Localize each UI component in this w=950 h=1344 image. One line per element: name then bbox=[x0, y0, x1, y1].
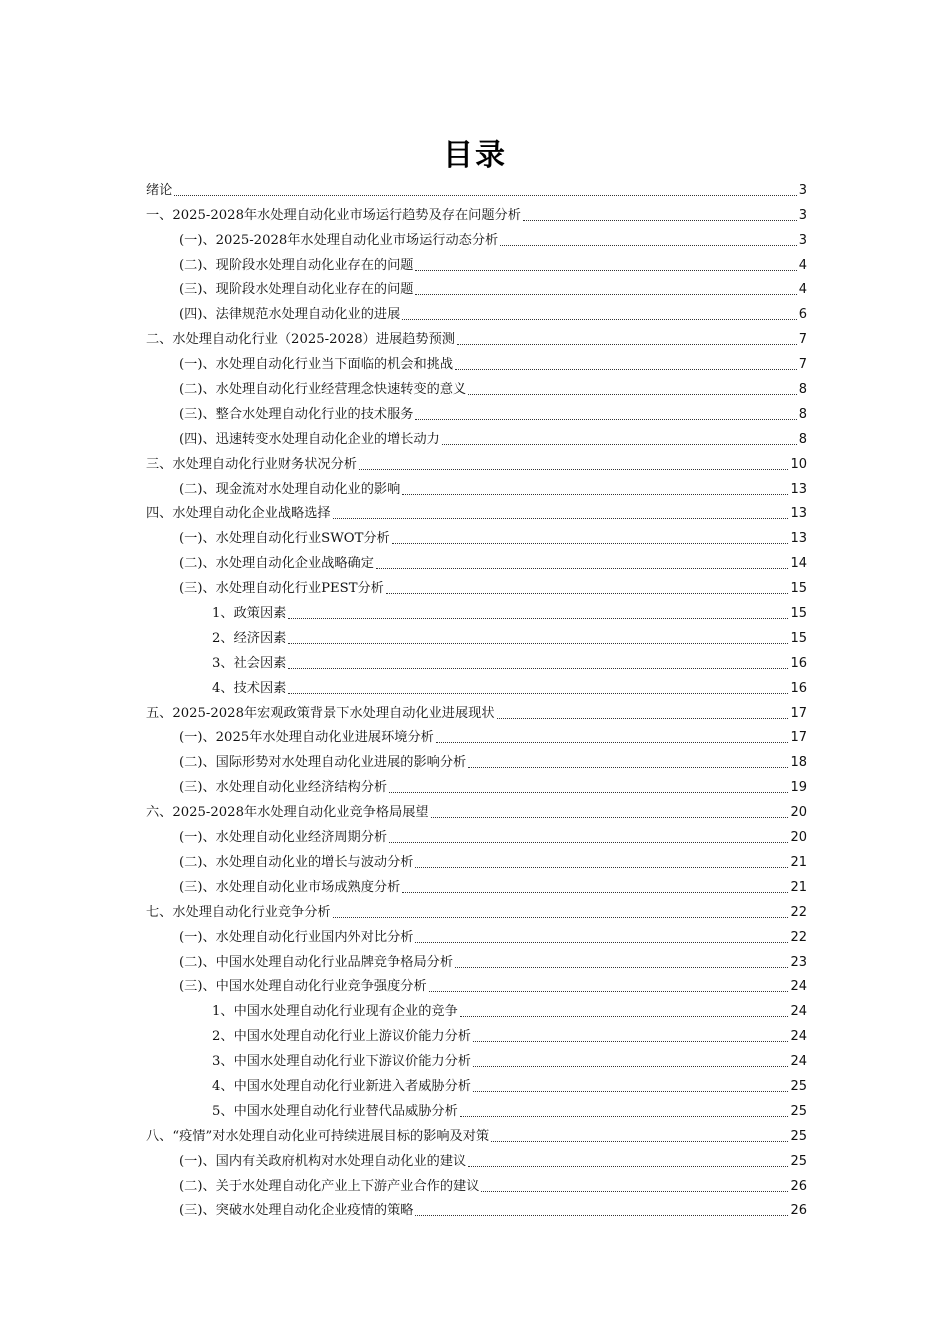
toc-entry[interactable] bbox=[146, 274, 807, 299]
toc-page-number: 8 bbox=[798, 431, 807, 447]
toc-page-number: 3 bbox=[798, 207, 807, 223]
toc-leader-dots bbox=[376, 567, 789, 569]
toc-page-number: 17 bbox=[790, 705, 807, 721]
toc-entry[interactable] bbox=[146, 1070, 807, 1095]
toc-entry[interactable] bbox=[146, 398, 807, 423]
toc-entry[interactable] bbox=[146, 1020, 807, 1045]
toc-leader-dots bbox=[288, 667, 788, 669]
toc-entry[interactable] bbox=[146, 771, 807, 796]
toc-entry-text: (二)、现金流对水处理自动化业的影响 bbox=[179, 481, 401, 497]
toc-entry[interactable] bbox=[146, 498, 807, 523]
toc-page-number: 22 bbox=[790, 904, 807, 920]
toc-entry[interactable] bbox=[146, 323, 807, 348]
toc-page-number: 22 bbox=[790, 929, 807, 945]
toc-entry-text: (三)、水处理自动化业经济结构分析 bbox=[179, 780, 388, 796]
toc-page-number: 4 bbox=[798, 257, 807, 273]
toc-leader-dots bbox=[333, 916, 789, 918]
toc-entry[interactable] bbox=[146, 896, 807, 921]
toc-page-number: 7 bbox=[798, 357, 807, 373]
toc-entry-text: (二)、关于水处理自动化产业上下游产业合作的建议 bbox=[179, 1178, 480, 1194]
toc-leader-dots bbox=[429, 990, 789, 992]
toc-entry-text: 4、中国水处理自动化行业新进入者威胁分析 bbox=[212, 1078, 471, 1094]
toc-entry[interactable] bbox=[146, 672, 807, 697]
toc-entry[interactable] bbox=[146, 622, 807, 647]
toc-leader-dots bbox=[288, 642, 788, 644]
toc-page-number: 23 bbox=[790, 954, 807, 970]
toc-entry-text: (二)、水处理自动化业的增长与波动分析 bbox=[179, 854, 414, 870]
toc-leader-dots bbox=[333, 517, 789, 519]
toc-entry-text: (三)、水处理自动化业市场成熟度分析 bbox=[179, 879, 401, 895]
toc-entry[interactable] bbox=[146, 348, 807, 373]
toc-entry[interactable] bbox=[146, 971, 807, 996]
toc-leader-dots bbox=[523, 219, 797, 221]
toc-entry-text: 一、2025-2028年水处理自动化业市场运行趋势及存在问题分析 bbox=[146, 207, 521, 223]
toc-leader-dots bbox=[473, 1065, 789, 1067]
toc-leader-dots bbox=[389, 791, 788, 793]
toc-entry-text: (三)、水处理自动化行业PEST分析 bbox=[179, 581, 384, 597]
toc-page-number: 13 bbox=[790, 481, 807, 497]
toc-entry-text: 2、经济因素 bbox=[212, 630, 287, 646]
toc-leader-dots bbox=[288, 617, 788, 619]
toc-page-number: 25 bbox=[790, 1128, 807, 1144]
toc-page-number: 6 bbox=[798, 307, 807, 323]
toc-page-number: 4 bbox=[798, 282, 807, 298]
toc-page-number: 18 bbox=[790, 755, 807, 771]
toc-entry-text: (二)、水处理自动化行业经营理念快速转变的意义 bbox=[179, 382, 467, 398]
toc-leader-dots bbox=[473, 1090, 789, 1092]
toc-page-number: 24 bbox=[790, 1054, 807, 1070]
toc-entry[interactable] bbox=[146, 946, 807, 971]
toc-leader-dots bbox=[500, 244, 796, 246]
toc-leader-dots bbox=[359, 468, 788, 470]
toc-page-number: 3 bbox=[798, 232, 807, 248]
toc-leader-dots bbox=[431, 816, 789, 818]
toc-entry-text: 3、社会因素 bbox=[212, 655, 287, 671]
toc-leader-dots bbox=[415, 866, 788, 868]
toc-page-number: 8 bbox=[798, 406, 807, 422]
toc-leader-dots bbox=[402, 493, 788, 495]
toc-page-number: 21 bbox=[790, 879, 807, 895]
toc-leader-dots bbox=[415, 1214, 788, 1216]
toc-entry-text: 2、中国水处理自动化行业上游议价能力分析 bbox=[212, 1029, 471, 1045]
toc-page-number: 13 bbox=[790, 506, 807, 522]
toc-entry-text: (一)、水处理自动化行业当下面临的机会和挑战 bbox=[179, 357, 454, 373]
toc-entry[interactable] bbox=[146, 298, 807, 323]
toc-entry[interactable] bbox=[146, 796, 807, 821]
toc-entry-text: (二)、国际形势对水处理自动化业进展的影响分析 bbox=[179, 755, 467, 771]
toc-entry[interactable] bbox=[146, 1170, 807, 1195]
toc-entry[interactable] bbox=[146, 249, 807, 274]
toc-page-number: 20 bbox=[790, 805, 807, 821]
toc-entry-text: (一)、2025年水处理自动化业进展环境分析 bbox=[179, 730, 434, 746]
toc-entry[interactable] bbox=[146, 1095, 807, 1120]
toc-entry-text: 八、“疫情”对水处理自动化业可持续进展目标的影响及对策 bbox=[146, 1128, 490, 1144]
toc-entry-text: (三)、整合水处理自动化行业的技术服务 bbox=[179, 406, 414, 422]
toc-entry-text: (一)、水处理自动化行业国内外对比分析 bbox=[179, 929, 414, 945]
toc-entry-text: (一)、国内有关政府机构对水处理自动化业的建议 bbox=[179, 1153, 467, 1169]
toc-leader-dots bbox=[402, 318, 796, 320]
toc-entry[interactable] bbox=[146, 473, 807, 498]
toc-entry-text: 绪论 bbox=[146, 182, 173, 198]
toc-page-number: 26 bbox=[790, 1178, 807, 1194]
toc-leader-dots bbox=[457, 343, 797, 345]
toc-entry-text: 七、水处理自动化行业竞争分析 bbox=[146, 904, 331, 920]
toc-entry[interactable] bbox=[146, 746, 807, 771]
toc-page-number: 24 bbox=[790, 1029, 807, 1045]
toc-entry[interactable] bbox=[146, 1045, 807, 1070]
toc-page-number: 16 bbox=[790, 655, 807, 671]
toc-entry[interactable] bbox=[146, 921, 807, 946]
toc-entry-text: 4、技术因素 bbox=[212, 680, 287, 696]
toc-entry[interactable] bbox=[146, 597, 807, 622]
toc-entry-text: (一)、2025-2028年水处理自动化业市场运行动态分析 bbox=[179, 232, 499, 248]
toc-entry-text: 1、政策因素 bbox=[212, 606, 287, 622]
toc-leader-dots bbox=[460, 1015, 789, 1017]
toc-leader-dots bbox=[455, 368, 797, 370]
toc-leader-dots bbox=[442, 443, 797, 445]
toc-page-number: 24 bbox=[790, 1004, 807, 1020]
toc-entry[interactable] bbox=[146, 224, 807, 249]
toc-leader-dots bbox=[481, 1190, 788, 1192]
toc-entry-text: (二)、水处理自动化企业战略确定 bbox=[179, 556, 374, 572]
toc-page-number: 26 bbox=[790, 1203, 807, 1219]
toc-entry[interactable] bbox=[146, 647, 807, 672]
toc-entry[interactable] bbox=[146, 722, 807, 747]
toc-page-number: 19 bbox=[790, 780, 807, 796]
toc-entry-text: (四)、迅速转变水处理自动化企业的增长动力 bbox=[179, 431, 440, 447]
toc-leader-dots bbox=[415, 941, 788, 943]
toc-page-number: 20 bbox=[790, 830, 807, 846]
toc-page-number: 10 bbox=[790, 456, 807, 472]
toc-leader-dots bbox=[473, 1040, 789, 1042]
toc-page-number: 15 bbox=[790, 630, 807, 646]
toc-leader-dots bbox=[460, 1115, 789, 1117]
toc-leader-dots bbox=[402, 891, 788, 893]
toc-leader-dots bbox=[468, 766, 788, 768]
toc-page-number: 3 bbox=[798, 182, 807, 198]
toc-page-number: 13 bbox=[790, 531, 807, 547]
toc-leader-dots bbox=[415, 293, 796, 295]
toc-entry-text: 五、2025-2028年宏观政策背景下水处理自动化业进展现状 bbox=[146, 705, 495, 721]
toc-entry-text: (二)、现阶段水处理自动化业存在的问题 bbox=[179, 257, 414, 273]
toc-entry[interactable] bbox=[146, 1195, 807, 1220]
toc-entry[interactable] bbox=[146, 448, 807, 473]
toc-entry-text: 二、水处理自动化行业（2025-2028）进展趋势预测 bbox=[146, 332, 455, 348]
toc-leader-dots bbox=[288, 692, 788, 694]
toc-list bbox=[146, 174, 807, 1219]
toc-entry[interactable] bbox=[146, 423, 807, 448]
toc-entry[interactable] bbox=[146, 1145, 807, 1170]
toc-page-number: 15 bbox=[790, 606, 807, 622]
toc-entry-text: 5、中国水处理自动化行业替代品威胁分析 bbox=[212, 1103, 458, 1119]
toc-page-number: 25 bbox=[790, 1153, 807, 1169]
toc-page-number: 25 bbox=[790, 1103, 807, 1119]
toc-leader-dots bbox=[174, 194, 796, 196]
toc-page-number: 14 bbox=[790, 556, 807, 572]
toc-entry[interactable] bbox=[146, 697, 807, 722]
toc-page-number: 8 bbox=[798, 382, 807, 398]
toc-page-number: 17 bbox=[790, 730, 807, 746]
toc-entry[interactable] bbox=[146, 174, 807, 199]
toc-entry-text: (三)、现阶段水处理自动化业存在的问题 bbox=[179, 282, 414, 298]
toc-entry-text: (一)、水处理自动化行业SWOT分析 bbox=[179, 531, 390, 547]
toc-entry[interactable] bbox=[146, 995, 807, 1020]
toc-leader-dots bbox=[386, 592, 789, 594]
toc-entry-text: 1、中国水处理自动化行业现有企业的竞争 bbox=[212, 1004, 458, 1020]
toc-entry[interactable] bbox=[146, 572, 807, 597]
toc-entry-text: (三)、中国水处理自动化行业竞争强度分析 bbox=[179, 979, 427, 995]
toc-entry-text: 3、中国水处理自动化行业下游议价能力分析 bbox=[212, 1054, 471, 1070]
toc-leader-dots bbox=[415, 418, 796, 420]
toc-entry[interactable] bbox=[146, 871, 807, 896]
toc-leader-dots bbox=[436, 741, 789, 743]
toc-leader-dots bbox=[468, 1165, 788, 1167]
toc-entry[interactable] bbox=[146, 821, 807, 846]
toc-leader-dots bbox=[497, 717, 789, 719]
toc-entry-text: 四、水处理自动化企业战略选择 bbox=[146, 506, 331, 522]
toc-entry[interactable] bbox=[146, 522, 807, 547]
toc-page-number: 7 bbox=[798, 332, 807, 348]
toc-entry[interactable] bbox=[146, 199, 807, 224]
toc-leader-dots bbox=[455, 966, 788, 968]
toc-title: 目录 bbox=[443, 138, 507, 173]
toc-page-number: 16 bbox=[790, 680, 807, 696]
toc-page-number: 24 bbox=[790, 979, 807, 995]
toc-entry-text: (四)、法律规范水处理自动化业的进展 bbox=[179, 307, 401, 323]
toc-leader-dots bbox=[415, 269, 796, 271]
toc-leader-dots bbox=[389, 841, 788, 843]
toc-page-number: 25 bbox=[790, 1078, 807, 1094]
toc-entry-text: 三、水处理自动化行业财务状况分析 bbox=[146, 456, 357, 472]
toc-page-number: 15 bbox=[790, 581, 807, 597]
toc-entry-text: (一)、水处理自动化业经济周期分析 bbox=[179, 830, 388, 846]
toc-leader-dots bbox=[392, 542, 789, 544]
toc-entry-text: 六、2025-2028年水处理自动化业竞争格局展望 bbox=[146, 805, 429, 821]
toc-entry[interactable] bbox=[146, 547, 807, 572]
toc-entry-text: (三)、突破水处理自动化企业疫情的策略 bbox=[179, 1203, 414, 1219]
toc-entry[interactable] bbox=[146, 1120, 807, 1145]
toc-entry[interactable] bbox=[146, 373, 807, 398]
toc-entry[interactable] bbox=[146, 846, 807, 871]
toc-leader-dots bbox=[468, 393, 796, 395]
toc-leader-dots bbox=[491, 1140, 788, 1142]
toc-page-number: 21 bbox=[790, 854, 807, 870]
toc-entry-text: (二)、中国水处理自动化行业品牌竞争格局分析 bbox=[179, 954, 454, 970]
